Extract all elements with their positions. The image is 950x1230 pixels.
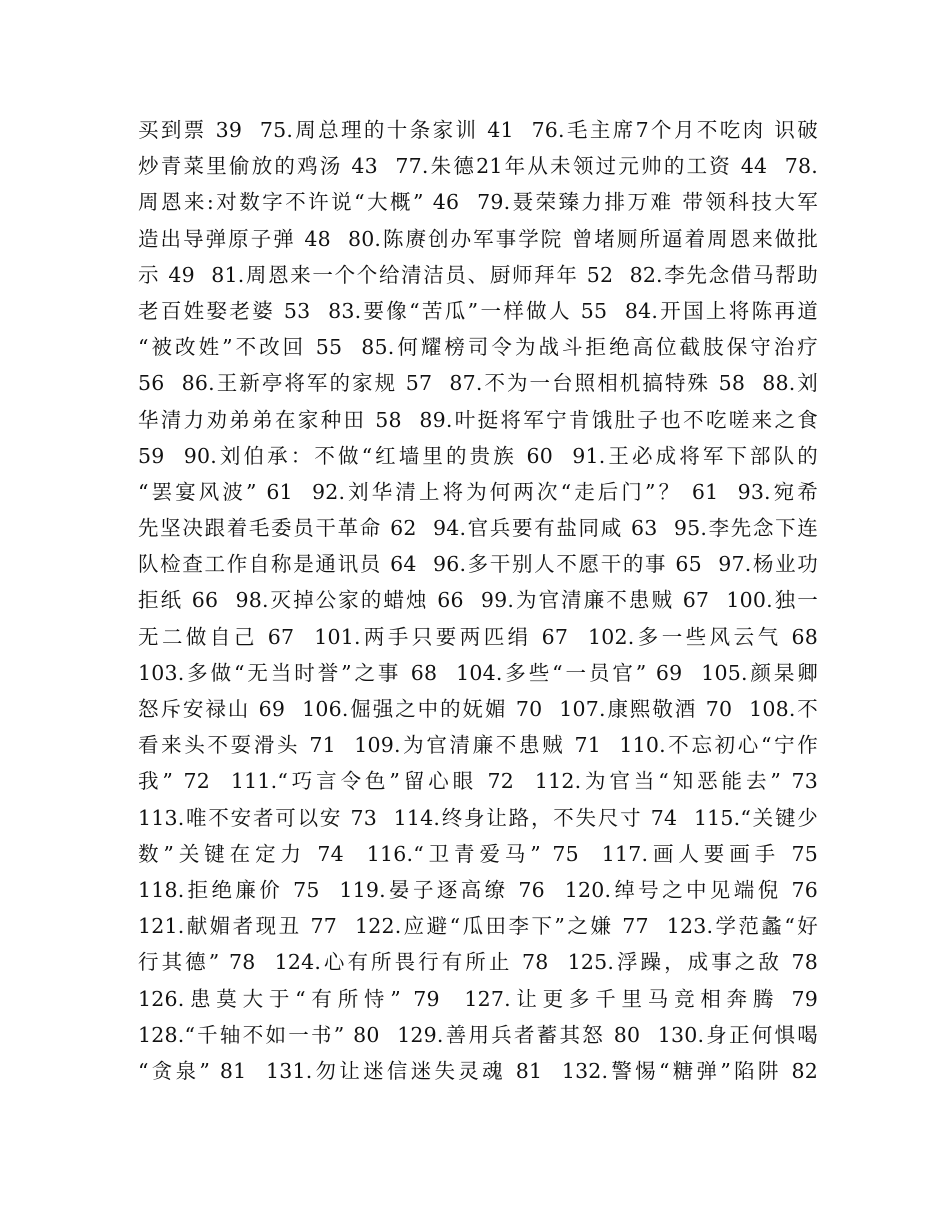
text-line: 59 90.刘伯承：不做“红墙里的贵族 60 91.王必成将军下部队的 [138, 443, 818, 468]
text-line: 华清力劝弟弟在家种田 58 89.叶挺将军宁肯饿肚子也不吃嗟来之食 [138, 407, 818, 432]
text-line: 老百姓娶老婆 53 83.要像“苦瓜”一样做人 55 84.开国上将陈再道 [138, 298, 818, 323]
text-line: 拒纸 66 98.灭掉公家的蜡烛 66 99.为官清廉不患贼 67 100.独一 [138, 588, 818, 613]
text-line: 看来头不耍滑头 71 109.为官清廉不患贼 71 110.不忘初心“宁作 [138, 733, 818, 758]
text-line: 128.“千轴不如一书” 80 129.善用兵者蓄其怒 80 130.身正何惧喝 [138, 1022, 818, 1047]
text-line: 103.多做“无当时誉”之事 68 104.多些“一员官” 69 105.颜杲卿 [138, 660, 818, 685]
text-line: 周恩来:对数字不许说“大概” 46 79.聂荣臻力排万难 带领科技大军 [138, 190, 818, 215]
text-line: 示 49 81.周恩来一个个给清洁员、厨师拜年 52 82.李先念借马帮助 [138, 262, 818, 287]
text-line: 先坚决跟着毛委员干革命 62 94.官兵要有盐同咸 63 95.李先念下连 [138, 516, 818, 541]
text-line: 数”关键在定力 74 116.“卫青爱马” 75 117.画人要画手 75 [138, 841, 818, 866]
table-of-contents-text [138, 112, 818, 1089]
text-line: 行其德” 78 124.心有所畏行有所止 78 125.浮躁，成事之敌 78 [138, 950, 818, 975]
text-line: “罢宴风波” 61 92.刘华清上将为何两次“走后门”？ 61 93.宛希 [138, 479, 818, 504]
text-line: 怒斥安禄山 69 106.倔强之中的妩媚 70 107.康熙敬酒 70 108.不 [138, 697, 818, 721]
text-line: 无二做自己 67 101.两手只要两匹绢 67 102.多一些风云气 68 [138, 624, 818, 649]
text-line: 118.拒绝廉价 75 119.晏子逐高缭 76 120.绰号之中见端倪 76 [138, 877, 818, 902]
text-line: “被改姓”不改回 55 85.何耀榜司令为战斗拒绝高位截肢保守治疗 [138, 335, 818, 360]
text-line: 队检查工作自称是通讯员 64 96.多干别人不愿干的事 65 97.杨业功 [138, 552, 818, 577]
text-line: “贪泉” 81 131.勿让迷信迷失灵魂 81 132.警惕“糖弹”陷阱 82 [138, 1058, 818, 1083]
text-line: 113.唯不安者可以安 73 114.终身让路，不失尺寸 74 115.“关键少 [138, 805, 818, 830]
text-line: 126.患莫大于“有所恃” 79 127.让更多千里马竞相奔腾 79 [138, 986, 818, 1011]
text-line: 造出导弹原子弹 48 80.陈赓创办军事学院 曾堵厕所逼着周恩来做批 [138, 226, 818, 251]
text-line: 买到票 39 75.周总理的十条家训 41 76.毛主席7个月不吃肉 识破 [138, 118, 818, 142]
text-line: 56 86.王新亭将军的家规 57 87.不为一台照相机搞特殊 58 88.刘 [138, 371, 818, 396]
text-line: 121.献媚者现丑 77 122.应避“瓜田李下”之嫌 77 123.学范蠡“好 [138, 914, 818, 939]
text-line: 炒青菜里偷放的鸡汤 43 77.朱德21年从未领过元帅的工资 44 78. [138, 154, 818, 179]
text-line: 我” 72 111.“巧言令色”留心眼 72 112.为官当“知恶能去” 73 [138, 769, 818, 794]
